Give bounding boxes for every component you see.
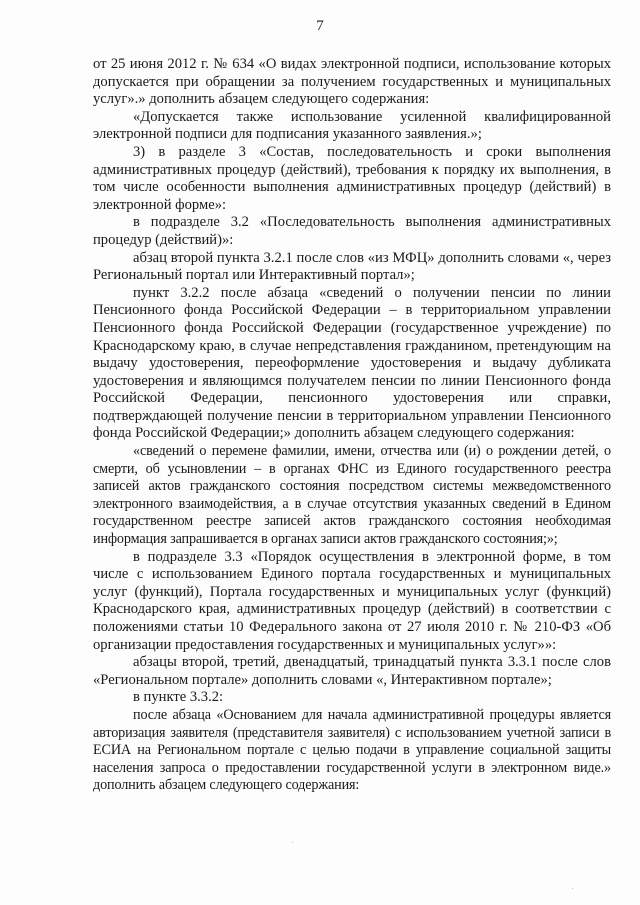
scan-speck <box>572 888 573 889</box>
paragraph: абзац второй пункта 3.2.1 после слов «из МФЦ» дополнить словами «, через Региональный портал или Интерактивный портал»; <box>93 249 611 284</box>
paragraph: 3) в разделе 3 «Состав, последовательность и сроки выполнения административных процедур (действий), требования к порядку их выполнения, в том числе особенности выполнения административных процедур (действий) в электронной форме»: <box>93 143 611 213</box>
paragraph: после абзаца «Основанием для начала административной процедуры является авторизация заявителя (представителя заявителя) с использованием учетной записи в ЕСИА на Региональном портале с целью подачи в управление социальной защиты населения запроса о предоставлении государственной услуги в электронном виде.» дополнить абзацем следующего содержания: <box>93 706 611 794</box>
paragraph: абзацы второй, третий, двенадцатый, тринадцатый пункта 3.3.1 после слов «Региональном портале» дополнить словами «, Интерактивном портале»; <box>93 654 611 688</box>
scan-speck <box>292 842 293 843</box>
page-number: 7 <box>316 18 324 34</box>
paragraph: «сведений о перемене фамилии, имени, отчества или (и) о рождении детей, о смерти, об усыновлении – в органах ФНС из Единого государственного реестра записей актов гражданского состояния посредством системы межведомственного электронного взаимодействия, а в случае отсутствия указанных сведений в Едином государственном реестре записей актов гражданского состояния необходимая информация запрашивается в органах записи актов гражданского состояния;»; <box>93 443 611 548</box>
paragraph: от 25 июня 2012 г. № 634 «О видах электронной подписи, использование которых допускается при обращении за получением государственных и муниципальных услуг».» дополнить абзацем следующего содержания: <box>93 56 611 108</box>
paragraph: в подразделе 3.2 «Последовательность выполнения административных процедур (действий)»: <box>93 214 611 248</box>
paragraph: «Допускается также использование усиленной квалифицированной электронной подписи для подписания указанного заявления.»; <box>93 108 611 143</box>
paragraph: в подразделе 3.3 «Порядок осуществления в электронной форме, в том числе с использованием Единого портала государственных и муниципальных услуг (функций), Портала государственных и муниципальных услуг (функций) Краснодарского края, административных процедур (действий) в соответствии с положениями статьи 10 Федерального закона от 27 июля 2010 г. № 210-ФЗ «Об организации предоставления государственных и муниципальных услуг»»: <box>93 548 611 653</box>
paragraph: в пункте 3.3.2: <box>133 689 224 706</box>
document-body <box>93 56 611 795</box>
paragraph: пункт 3.2.2 после абзаца «сведений о получении пенсии по линии Пенсионного фонда Российской Федерации – в территориальном управлении Пенсионного фонда Российской Федерации (государственное учреждение) по Краснодарскому краю, в случае непредставления гражданином, претендующим на выдачу удостоверения, переоформление удостоверения и выдачу дубликата удостоверения и являющимся получателем пенсии по линии Пенсионного фонда Российской Федерации, пенсионного удостоверения или справки, подтверждающей получение пенсии в территориальном управлении Пенсионного фонда Российской Федерации;» дополнить абзацем следующего содержания: <box>93 284 611 442</box>
